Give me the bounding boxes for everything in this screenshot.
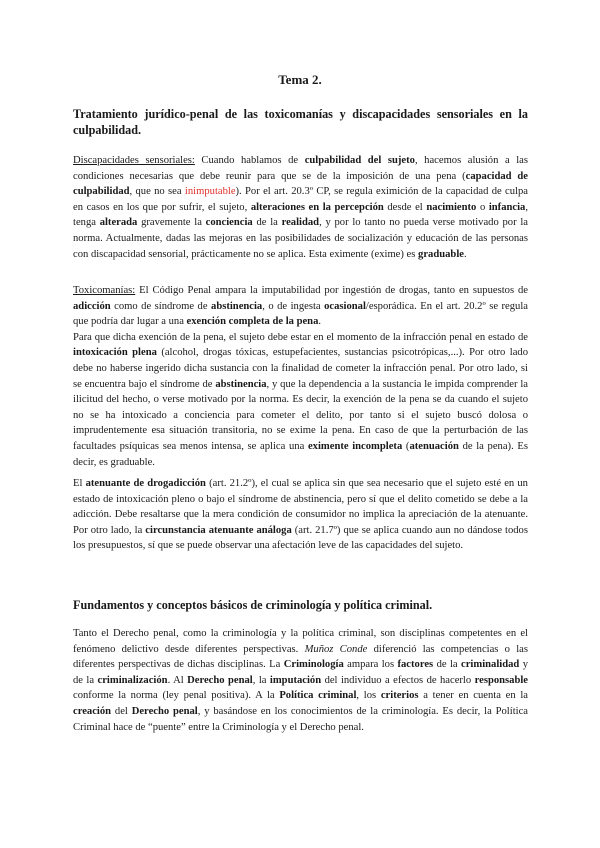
section-heading-treatment: Tratamiento jurídico-penal de las toxicomanías y discapacidades sensoriales en la culpabilidad. [73,107,528,137]
text: ). Por el art. 20.3º CP, se regula eximición de la capacidad de culpa en casos en los que por sufrir, el sujeto, [73,186,528,213]
section-heading-criminology: Fundamentos y conceptos básicos de criminología y política criminal. [73,598,433,612]
text: , o de ingesta [262,300,325,312]
author-name: Muñoz Conde [304,643,368,655]
emphasis: Criminología [283,659,344,671]
toxico-intro [73,283,528,330]
emphasis: infancia [488,201,526,213]
emphasis: ocasional [324,300,366,312]
text: diferenció las competencias o las diferentes perspectivas de dichas disciplinas. La [73,643,528,671]
text: de la pena). Es decir, es graduable. [73,440,528,468]
paragraph-atenuante [73,476,528,554]
text: , que no sea [129,186,185,198]
text: , hacemos alusión a las condiciones necesarias que debe reunir para que se de la imposición de una pena ( [73,155,528,182]
text: como de síndrome de [110,300,212,312]
text: , y basándose en los conocimientos de la criminología. Es decir, la Política Criminal hace de “puente” entre la Criminología y el Derecho penal. [73,705,528,733]
emphasis: nacimiento [426,201,477,213]
text: del individuo a efectos de hacerlo [321,674,475,686]
text: (alcohol, drogas tóxicas, estupefacientes, sustancias psicotrópicas,...). Por otro lado debe no haberse ingerido dicha sustancia con la finalidad de cometer la infracción penal. Por otro lado, si se encuentra bajo el síndrome de [73,347,528,390]
emphasis: abstinencia [211,300,263,312]
emphasis: atenuante de drogadicción [85,478,206,489]
emphasis: imputación [269,674,322,686]
text: El [73,478,86,489]
emphasis: culpabilidad del sujeto [304,155,415,166]
text: . Al [167,674,188,686]
emphasis: Derecho penal [131,705,198,717]
label-toxicomanias: Toxicomanías: [73,285,136,296]
text: (art. 21.2º), el cual se aplica sin que sea necesario que el sujeto esté en un estado de intoxicación pleno o bajo el síndrome de abstinencia, pero sí que el delito cometido se debe a la adicción. Debe resaltarse que la mera condición de consumidor no implica la apreciación de la atenuante. Por otro lado, la [73,478,528,536]
text: El Código Penal ampara la imputabilidad por ingestión de drogas, tanto en supuestos de [135,285,528,296]
text: desde el [383,201,427,213]
emphasis: creación [73,705,112,717]
emphasis: criminalización [97,674,168,686]
text: ampara los [343,659,398,671]
emphasis: eximente incompleta [307,440,403,452]
emphasis: graduable [418,248,464,260]
page-title: Tema 2. [278,72,322,87]
emphasis: responsable [474,674,528,686]
text: , los [356,690,381,702]
emphasis: conciencia [205,217,253,229]
highlight-inimputable: inimputable [184,186,236,198]
emphasis: Derecho penal [187,674,253,686]
text: gravemente la [137,217,206,229]
emphasis: circunstancia atenuante análoga [145,524,292,536]
emphasis: Política criminal [279,690,357,702]
emphasis: exención completa de la pena [186,316,319,328]
emphasis: alterada [99,217,138,229]
toxico-detail [73,330,528,470]
text: del [111,705,132,717]
emphasis: alteraciones en la percepción [250,201,384,213]
text: y de la [73,659,528,686]
text: conforme la norma (ley penal positiva). A la [73,690,280,702]
text: (art. 21.7º) que se aplica cuando aun no dándose todos los presupuestos, sí que se puede observar una afectación leve de las capacidades del sujeto. [73,524,528,552]
text: Tanto el Derecho penal, como la criminología y la política criminal, son disciplinas competentes en el fenómeno delictivo desde diferentes perspectivas. [73,628,528,655]
label-sensorial: Discapacidades sensoriales: [73,155,195,166]
text: o [476,201,489,213]
text: . [463,248,467,260]
emphasis: adicción [73,300,111,312]
text: . [318,316,322,328]
text: , y por lo tanto no pueda verse motivado por la norma. Actualmente, dadas las mejoras en las posibilidades de socialización y educación de las personas con discapacidad sensorial, prácticamente no se aplica. Esta eximente (exime) es [73,217,528,260]
text: /esporádica. En el art. 20.2º se regula que podría dar lugar a una [73,300,528,328]
emphasis: intoxicación plena [73,347,157,359]
paragraph-fundamentos [73,626,528,735]
emphasis: capacidad de culpabilidad [73,170,529,198]
paragraph-toxicomanias [73,283,528,470]
text: , la [252,674,270,686]
emphasis: atenuación [409,440,459,452]
text: de la [433,659,462,671]
emphasis: criterios [380,690,419,702]
emphasis: abstinencia [215,378,267,390]
text: ( [402,440,410,452]
emphasis: criminalidad [461,659,520,671]
emphasis: realidad [281,217,320,229]
paragraph-sensorial [73,153,528,262]
text: Cuando hablamos de [194,155,305,166]
text: de la [252,217,282,229]
text: Para que dicha exención de la pena, el sujeto debe estar en el momento de la infracción penal en estado de [73,331,528,343]
text: , y que la dependencia a la sustancia le impida comprender la ilicitud del hecho, o verse motivado por la norma. Es decir, la exención de la pena se da cuando el sujeto no se ha intoxicado a conciencia para cometer el delito, por tanto si el sujeto buscó dolosa o imprudentemente esa situación transitoria, no se exime la pena. En caso de que la perturbación de las facultades psíquicas sea menos intensa, se aplica una [73,378,528,452]
emphasis: factores [397,659,434,671]
text: , tenga [73,201,528,229]
text: a tener en cuenta en la [418,690,528,702]
